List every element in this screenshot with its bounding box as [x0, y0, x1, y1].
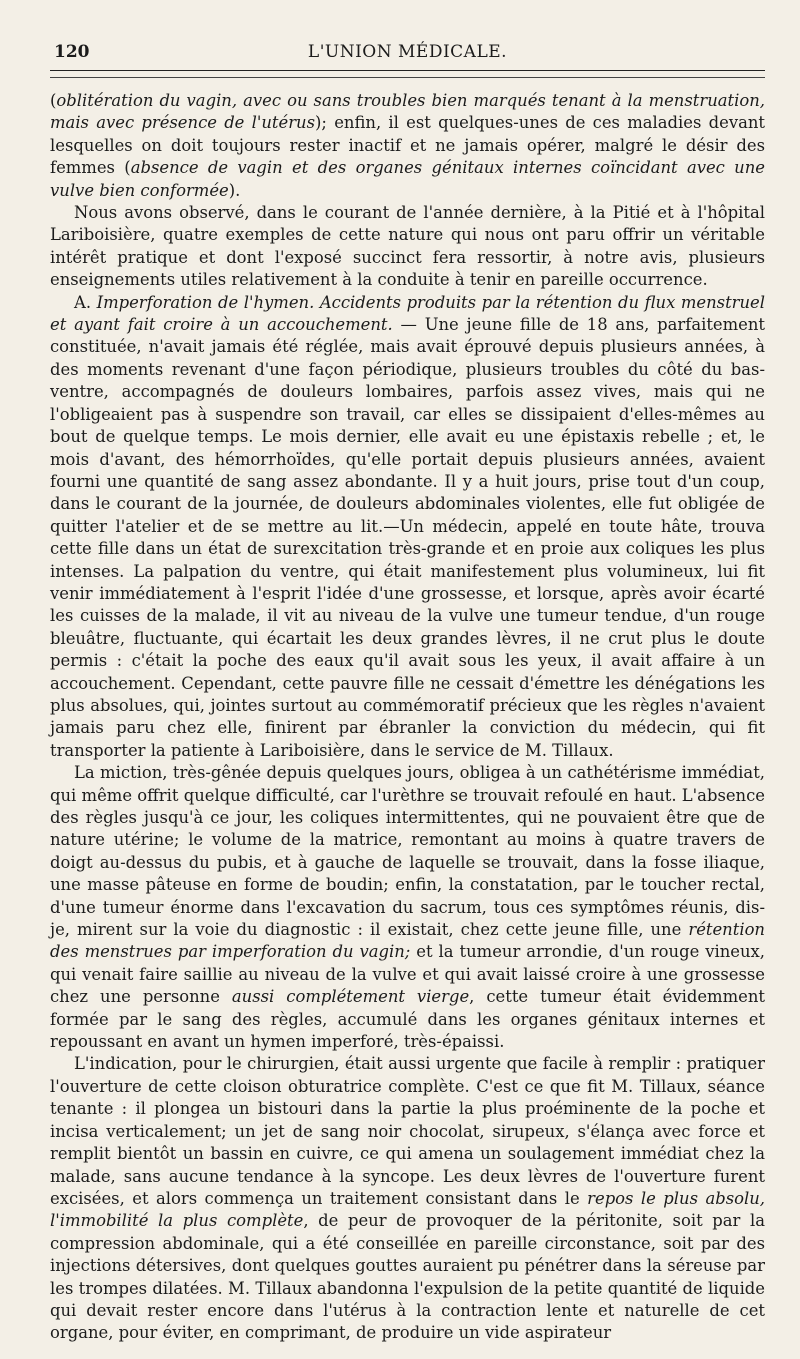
italic-segment: rétention des menstrues par imperforation du vagin;: [50, 920, 765, 962]
paragraph: [50, 292, 765, 763]
section-letter: A.: [74, 292, 97, 312]
paragraph: [50, 762, 765, 1053]
text-segment: ); enfin, il est quelques-unes de ces maladies devant lesquelles on doit toujours rester inactif et ne jamais opérer, malgré le désir des femmes (: [50, 113, 765, 178]
page-header: [50, 36, 765, 71]
text-segment: , cette tumeur était évidemment formée par le sang des règles, accumulé dans les organes génitaux internes et repoussant en avant un hymen imperforé, très-épaissi.: [50, 987, 765, 1052]
italic-segment: oblitération du vagin, avec ou sans troubles bien marqués tenant à la menstruation, mais avec présence de l'utérus: [50, 91, 765, 133]
section-heading: Imperforation de l'hymen. Accidents produits par la rétention du flux menstruel et ayant fait croire à un accouchement.: [50, 292, 765, 335]
text-segment: ).: [228, 180, 241, 200]
italic-segment: repos le plus absolu, l'immobilité la plus complète: [50, 1188, 766, 1231]
italic-segment: absence de vagin et des organes génitaux internes coïncidant avec une vulve bien conformée: [50, 158, 765, 200]
document-page: [50, 36, 765, 1345]
text-segment: L'indication, pour le chirurgien, était aussi urgente que facile à remplir : pratiquer l'ouverture de cette cloison obturatrice complète. C'est ce que fit M. Tillaux, séance tenante : il plongea un bistouri dans la partie la plus proéminente de la poche et incisa verticalement; un jet de sang noir chocolat, sirupeux, s'élança avec force et remplit bientôt un bassin en cuivre, ce qui amena un soulagement immédiat chez la malade, sans aucune tendance à la syncope. Les deux lèvres de l'ouverture furent excisées, et alors commença un traitement consistant dans le: [50, 1054, 765, 1208]
text-segment: La miction, très-gênée depuis quelques jours, obligea à un cathétérisme immédiat, qui même offrit quelque difficulté, car l'urèthre se trouvait refoulé en haut. L'absence des règles jusqu'à ce jour, les coliques intermittentes, qui ne pouvaient être que de nature utérine; le volume de la matrice, remontant au moins à quatre travers de doigt au-dessus du pubis, et à gauche de laquelle se trouvait, dans la fosse iliaque, une masse pâteuse en forme de boudin; enfin, la constatation, par le toucher rectal, d'une tumeur énorme dans l'excavation du sacrum, tous ces symptômes réunis, dis-je, mirent sur la voie du diagnostic : il existait, chez cette jeune fille, une: [50, 763, 765, 940]
italic-segment: aussi complétement vierge: [231, 987, 470, 1007]
paragraph: [50, 1053, 765, 1344]
text-segment: , de peur de provoquer de la péritonite, soit par la compression abdominale, qui a été conseillée en pareille circonstance, soit par des injections détersives, dont quelques gouttes auraient pu pénétrer dans la séreuse par les trompes dilatées. M. Tillaux abandonna l'expulsion de la petite quantité de liquide qui devait rester encore dans l'utérus à la contraction lente et naturelle de cet organe, pour éviter, en comprimant, de produire un vide aspirateur: [50, 1211, 765, 1343]
text-segment: (: [50, 91, 57, 110]
text-segment: et la tumeur arrondie, d'un rouge vineux, qui venait faire saillie au niveau de la vulve et qui avait laissé croire à une grossesse chez une personne: [50, 942, 765, 1007]
paragraph: [50, 202, 765, 292]
header-rule: [50, 77, 765, 78]
running-title: L'UNION MÉDICALE.: [307, 42, 508, 62]
paragraph: [50, 90, 765, 202]
text-segment: — Une jeune fille de 18 ans, parfaitement constituée, n'avait jamais été réglée, mais avait éprouvé depuis plusieurs années, à des moments revenant d'une façon périodique, plusieurs troubles du côté du bas-ventre, accompagnés de douleurs lombaires, parfois assez vives, mais qui ne l'obligeaient pas à suspendre son travail, car elles se dissipaient d'elles-mêmes au bout de quelque temps. Le mois dernier, elle avait eu une épistaxis rebelle ; et, le mois d'avant, des hémorrhoïdes, qu'elle portait depuis plusieurs années, avaient fourni une quantité de sang assez abondante. Il y a huit jours, prise tout d'un coup, dans le courant de la journée, de douleurs abdominales violentes, elle fut obligée de quitter l'atelier et de se mettre au lit.—Un médecin, appelé en toute hâte, trouva cette fille dans un état de surexcitation très-grande et en proie aux coliques les plus intenses. La palpation du ventre, qui était manifestement plus volumineux, lui fit venir immédiatement à l'esprit l'idée d'une grossesse, et lorsque, après avoir écarté les cuisses de la malade, il vit au niveau de la vulve une tumeur tendue, d'un rouge bleuâtre, fluctuante, qui écartait les deux grandes lèvres, il ne crut plus le doute permis : c'était la poche des eaux qu'il avait sous les yeux, il avait affaire à un accouchement. Cependant, cette pauvre fille ne cessait d'émettre les dénégations les plus absolues, qui, jointes surtout au commémoratif précieux que les règles n'avaient jamais paru chez elle, finirent par ébranler la conviction du médecin, qui fit transporter la patiente à Lariboisière, dans le service de M. Tillaux.: [50, 315, 766, 760]
page-number: 120: [54, 42, 90, 62]
text-segment: Nous avons observé, dans le courant de l'année dernière, à la Pitié et à l'hôpital Lariboisière, quatre exemples de cette nature qui nous ont paru offrir un véritable intérêt pratique et dont l'exposé succinct fera ressortir, à notre avis, plusieurs enseignements utiles relativement à la conduite à tenir en pareille occurrence.: [50, 203, 765, 290]
article-body: [50, 90, 765, 1345]
